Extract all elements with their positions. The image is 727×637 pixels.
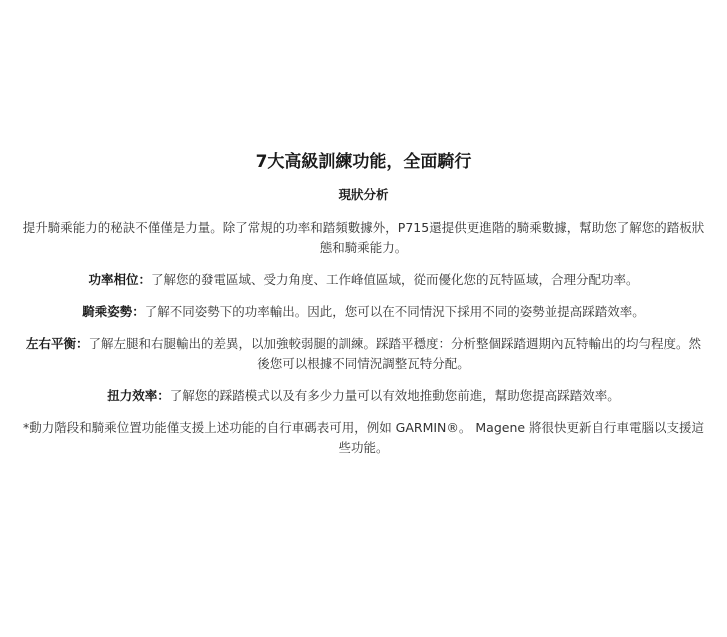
feature-riding-position [22, 302, 705, 322]
feature-label: 扭力效率： [107, 388, 170, 403]
feature-label: 左右平衡： [25, 336, 89, 351]
section-subtitle: 現狀分析 [338, 187, 389, 202]
feature-torque-effectiveness [22, 386, 705, 406]
page-title: 7大高級訓練功能，全面騎行 [255, 152, 472, 172]
footnote: *動力階段和騎乘位置功能僅支援上述功能的自行車碼表可用，例如 GARMIN®。 Magene 將很快更新自行車電腦以支援這些功能。 [22, 420, 705, 455]
intro-paragraph: 提升騎乘能力的秘訣不僅僅是力量。除了常規的功率和踏頻數據外，P715還提供更進階的騎乘數據，幫助您了解您的踏板狀態和騎乘能力。 [22, 220, 705, 255]
feature-text: 了解不同姿勢下的功率輸出。因此，您可以在不同情況下採用不同的姿勢並提高踩踏效率。 [144, 304, 645, 319]
feature-label: 功率相位： [88, 272, 151, 287]
feature-text: 了解左腿和右腿輸出的差異，以加強較弱腿的訓練。踩踏平穩度：分析整個踩踏週期內瓦特輸出的均勻程度。然後您可以根據不同情況調整瓦特分配。 [88, 336, 702, 371]
feature-text: 了解您的發電區域、受力角度、工作峰值區域，從而優化您的瓦特區域，合理分配功率。 [151, 272, 639, 287]
feature-label: 騎乘姿勢： [82, 304, 145, 319]
feature-left-right-balance [22, 334, 705, 374]
feature-text: 了解您的踩踏模式以及有多少力量可以有效地推動您前進，幫助您提高踩踏效率。 [169, 388, 620, 403]
content-section [22, 150, 705, 470]
feature-power-phase [22, 270, 705, 290]
